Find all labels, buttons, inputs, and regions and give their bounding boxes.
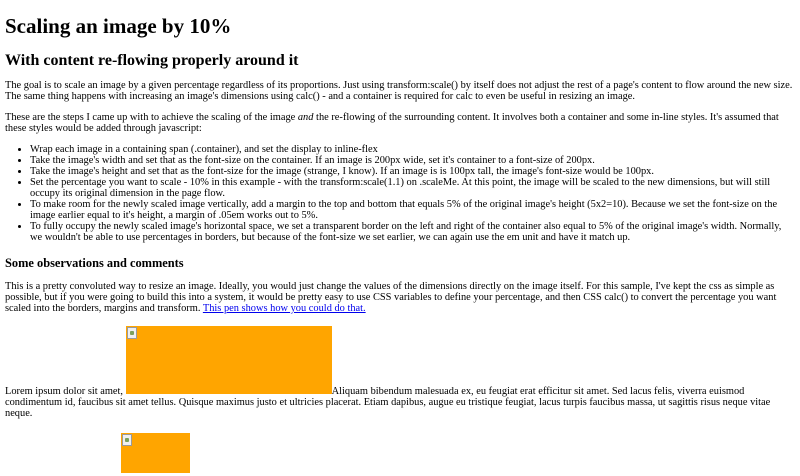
sample-text-end: Aliquam bibendum malesuada ex, eu feugiat erat efficitur sit amet. Sed lacus felis, viverra euismod condimentum id, faucibus sit amet tellus. Quisque maximus justo et ultricies placerat. Etiam dapibus, augue eu tristique feugiat, lacus turpis faucibus massa, ut sagittis risus neque vitae neque. xyxy=(5,386,771,419)
page xyxy=(0,14,800,476)
steps-intro-emphasis: and xyxy=(297,112,314,123)
broken-image-icon xyxy=(122,434,132,446)
step-item: • Set the percentage you want to scale - 10% in this example - with the transform:scale(1.1) on .scaleMe. At this point, the image will be scaled to the new dimensions, but will still occupy its original dimension in the page flow. xyxy=(30,177,795,199)
broken-image-icon xyxy=(127,327,137,339)
sample-text-start: Lorem ipsum dolor sit amet, xyxy=(5,386,124,397)
steps-intro-text-end: the re-flowing of the surrounding content. It involves both a container and some in-line styles. It's assumed that these styles would be added through javascript: xyxy=(5,112,779,134)
page-title: Scaling an image by 10% xyxy=(5,14,232,38)
observations-link[interactable]: This pen shows how you could do that. xyxy=(202,303,366,314)
sample-image-row xyxy=(5,433,795,476)
sample-paragraph xyxy=(5,326,795,419)
step-item: • To fully occupy the newly scaled image's horizontal space, we set a transparent border on the left and right of the container also equal to 5% of the original image's width. Normally, we wouldn't be able to use percentages in borders, but because of the font-size we set earlier, we can again use the em unit and have it match up. xyxy=(30,221,795,243)
scaled-image xyxy=(126,326,332,394)
page-subtitle: With content re-flowing properly around it xyxy=(5,52,299,69)
steps-intro-paragraph xyxy=(5,112,795,134)
small-image xyxy=(121,433,190,473)
step-item: • Take the image's width and set that as the font-size on the container. If an image is 200px wide, set it's container to a font-size of 200px. xyxy=(30,155,795,166)
observations-heading: Some observations and comments xyxy=(5,256,184,270)
observations-text: This is a pretty convoluted way to resize an image. Ideally, you would just change the values of the dimensions directly on the image itself. For this sample, I've kept the css as simple as possible, but if you were going to build this into a system, it would be pretty easy to use CSS variables to define your percentage, and then CSS calc() to convert the percentage you want scaled into the borders, margins and transform. xyxy=(5,281,777,314)
observations-paragraph xyxy=(5,281,795,314)
step-item: • Wrap each image in a containing span (.container), and set the display to inline-flex xyxy=(30,144,795,155)
intro-paragraph: The goal is to scale an image by a given percentage regardless of its proportions. Just using transform:scale() by itself does not adjust the rest of a page's content to flow around the new size. The same thing happens with increasing an image's dimensions using calc() - and a container is required for calc to even be useful in resizing an image. xyxy=(5,80,793,102)
steps-list xyxy=(5,144,795,243)
steps-intro-text: These are the steps I came up with to achieve the scaling of the image xyxy=(5,112,298,123)
step-item: • To make room for the newly scaled image vertically, add a margin to the top and bottom that equals 5% of the original image's height (5x2=10). Because we set the font-size on the image earlier equal to it's height, a margin of .05em works out to 5%. xyxy=(30,199,795,221)
step-item: • Take the image's height and set that as the font-size for the image (strange, I know). If an image is is 100px tall, the image's font-size would be 100px. xyxy=(30,166,795,177)
